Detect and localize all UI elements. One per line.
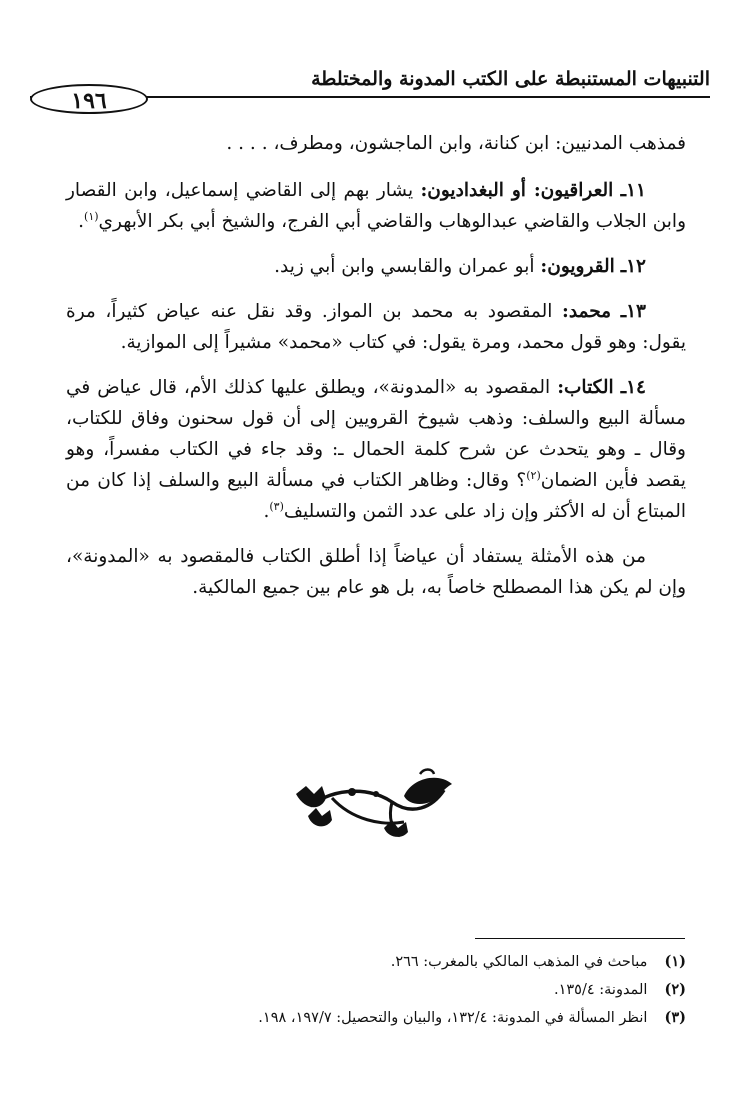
item-number: ١١ـ [620, 180, 646, 201]
term-heading: الكتاب: [557, 377, 614, 398]
footnote-ref[interactable]: (٣) [269, 499, 284, 513]
footnote-text: انظر المسألة في المدونة: ١٣٢/٤، والبيان والتحصيل: ١٩٧/٧، ١٩٨. [258, 1010, 648, 1026]
item-number: ١٣ـ [620, 301, 646, 322]
term-heading: العراقيون: أو البغداديون: [420, 180, 614, 201]
term-heading: محمد: [562, 301, 612, 322]
paragraph-text: يشار بهم إلى القاضي إسماعيل، وابن القصار وابن الجلاب والقاضي عبدالوهاب والقاضي أبي الفرج، والشيخ أبي بكر الأبهري [66, 180, 686, 232]
paragraph-end: . [263, 501, 270, 522]
footnote-text: المدونة: ١٣٥/٤. [553, 982, 648, 998]
footnote-number: (٣) [664, 1009, 686, 1026]
paragraph-text: ؟ وقال: وظاهر الكتاب في مسألة البيع والسلف إذا كان من المبتاع أن له الأكثر وإن زاد على عدد الثمن والتسليف [66, 470, 686, 522]
footnote-item [126, 976, 686, 1004]
paragraph-medinans [66, 128, 686, 159]
paragraph-text: المقصود به «المدونة»، ويطلق عليها كذلك الأم، قال عياض في مسألة البيع والسلف: وذهب شيوخ القرويين إلى أن قول سحنون وفاق للكتاب، وقال ـ وهو يتحدث عن شرح كلمة الحمال ـ: وقد جاء في الكتاب مفسراً، وهو يقصد فأين الضمان [66, 377, 686, 491]
footnote-text: مباحث في المذهب المالكي بالمغرب: ٢٦٦. [390, 954, 648, 970]
floral-ornament [292, 768, 458, 840]
item-number: ١٤ـ [620, 377, 646, 398]
main-text [66, 128, 686, 617]
paragraph-iraqis [66, 175, 686, 237]
footnote-item [126, 1004, 686, 1032]
page-number: ١٩٦ [30, 84, 148, 114]
paragraph-muhammad [66, 296, 686, 358]
footnote-ref[interactable]: (١) [84, 209, 99, 223]
paragraph-text: فمذهب المدنيين: ابن كنانة، وابن الماجشون، ومطرف، . . . . [226, 133, 686, 154]
paragraph-end: . [78, 211, 85, 232]
item-number: ١٢ـ [620, 256, 646, 277]
footnotes [126, 948, 686, 1032]
paragraph-conclusion [66, 541, 686, 603]
paragraph-text: المقصود به محمد بن المواز. وقد نقل عنه عياض كثيراً، مرة يقول: وهو قول محمد، ومرة يقول: في كتاب «محمد» مشيراً إلى الموازية. [66, 301, 686, 353]
paragraph-text: أبو عمران والقابسي وابن أبي زيد. [274, 256, 535, 277]
paragraph-al-kitab [66, 372, 686, 527]
paragraph-text: من هذه الأمثلة يستفاد أن عياضاً إذا أطلق الكتاب فالمقصود به «المدونة»، وإن لم يكن هذا المصطلح خاصاً به، بل هو عام بين جميع المالكية. [66, 546, 686, 598]
footnote-number: (٢) [664, 981, 686, 998]
page-header [30, 62, 710, 122]
footnote-ref[interactable]: (٢) [526, 468, 541, 482]
footnote-item [126, 948, 686, 976]
footnote-number: (١) [664, 953, 686, 970]
paragraph-qarawiyyun [66, 251, 686, 282]
term-heading: القرويون: [540, 256, 615, 277]
footnote-separator [475, 938, 685, 939]
running-title: التنبيهات المستنبطة على الكتب المدونة والمختلطة [311, 68, 710, 90]
